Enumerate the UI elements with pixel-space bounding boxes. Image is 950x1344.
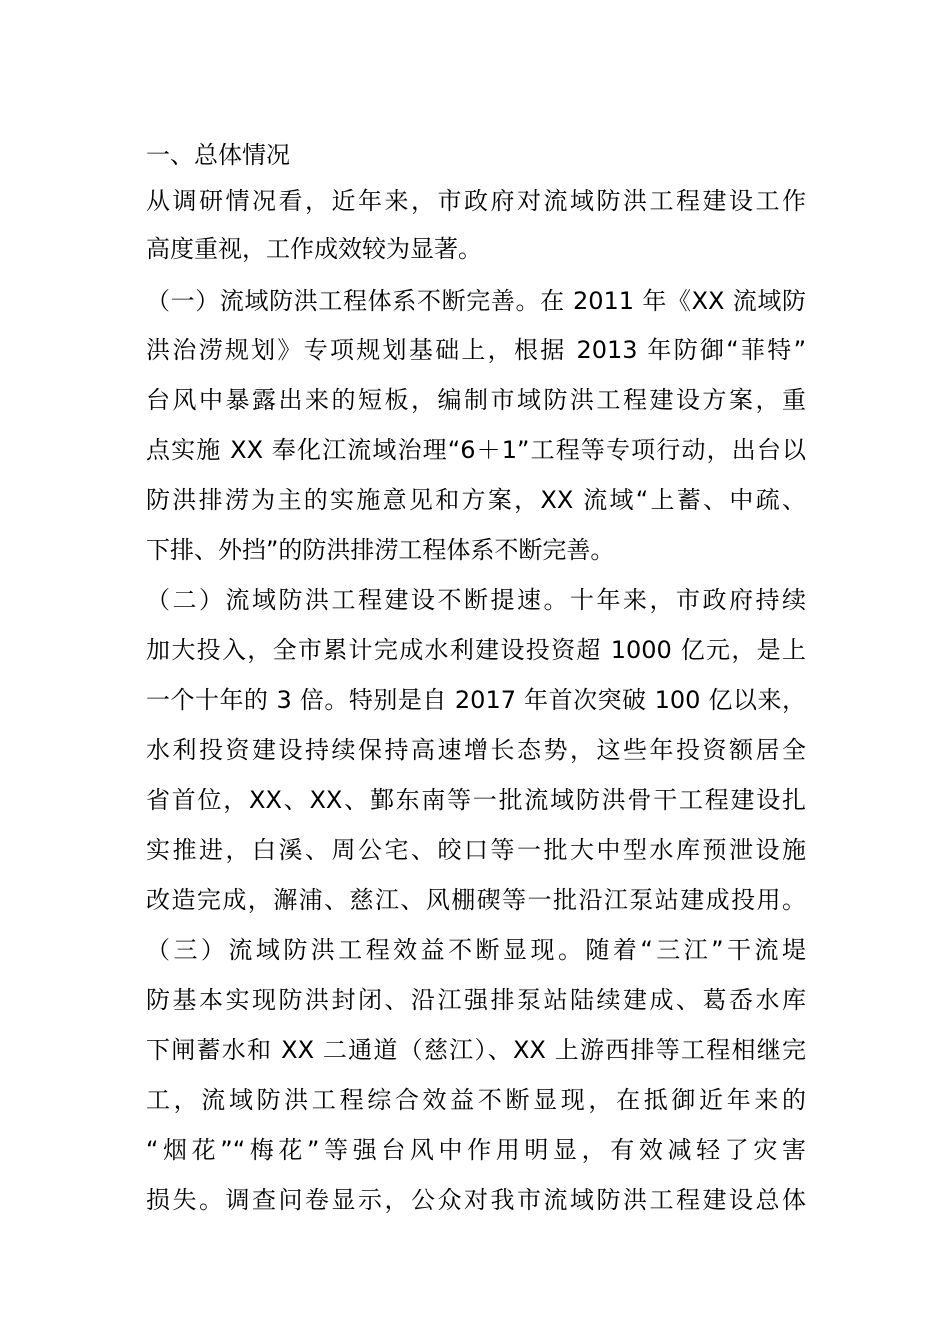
paragraph-line: 台风中暴露出来的短板，编制市域防洪工程建设方案，重 xyxy=(146,386,806,414)
section-heading: 一、总体情况 xyxy=(146,141,290,169)
paragraph-line: 高度重视，工作成效较为显著。 xyxy=(146,235,482,263)
paragraph-line: （一）流域防洪工程体系不断完善。在 2011 年《XX 流域防 xyxy=(146,287,806,315)
paragraph-line: 损失。调查问卷显示，公众对我市流域防洪工程建设总体 xyxy=(146,1186,806,1214)
paragraph-line: 从调研情况看，近年来，市政府对流域防洪工程建设工作 xyxy=(146,187,806,215)
paragraph-line: 水利投资建设持续保持高速增长态势，这些年投资额居全 xyxy=(146,736,806,764)
paragraph-line: 防基本实现防洪封闭、沿江强排泵站陆续建成、葛岙水库 xyxy=(146,986,806,1014)
paragraph-line: 一个十年的 3 倍。特别是自 2017 年首次突破 100 亿以来， xyxy=(146,686,806,714)
paragraph-line: 洪治涝规划》专项规划基础上，根据 2013 年防御“菲特” xyxy=(146,336,806,364)
paragraph-line: （三）流域防洪工程效益不断显现。随着“三江”干流堤 xyxy=(146,936,806,964)
paragraph-line: 点实施 XX 奉化江流域治理“6＋1”工程等专项行动，出台以 xyxy=(146,436,806,464)
paragraph-line: 防洪排涝为主的实施意见和方案，XX 流域“上蓄、中疏、 xyxy=(146,486,806,514)
paragraph-line: 工，流域防洪工程综合效益不断显现，在抵御近年来的 xyxy=(146,1086,806,1114)
paragraph-line: （二）流域防洪工程建设不断提速。十年来，市政府持续 xyxy=(146,586,806,614)
paragraph-line: 实推进，白溪、周公宅、皎口等一批大中型水库预泄设施 xyxy=(146,836,806,864)
paragraph-line: 下排、外挡”的防洪排涝工程体系不断完善。 xyxy=(146,536,615,564)
paragraph-line: 省首位，XX、XX、鄞东南等一批流域防洪骨干工程建设扎 xyxy=(146,786,806,814)
paragraph-line: “烟花”“梅花”等强台风中作用明显，有效减轻了灾害 xyxy=(146,1136,806,1164)
paragraph-line: 下闸蓄水和 XX 二通道（慈江）、XX 上游西排等工程相继完 xyxy=(146,1036,806,1064)
paragraph-line: 加大投入，全市累计完成水利建设投资超 1000 亿元，是上 xyxy=(146,636,806,664)
paragraph-line: 改造完成，澥浦、慈江、风棚碶等一批沿江泵站建成投用。 xyxy=(146,886,806,914)
